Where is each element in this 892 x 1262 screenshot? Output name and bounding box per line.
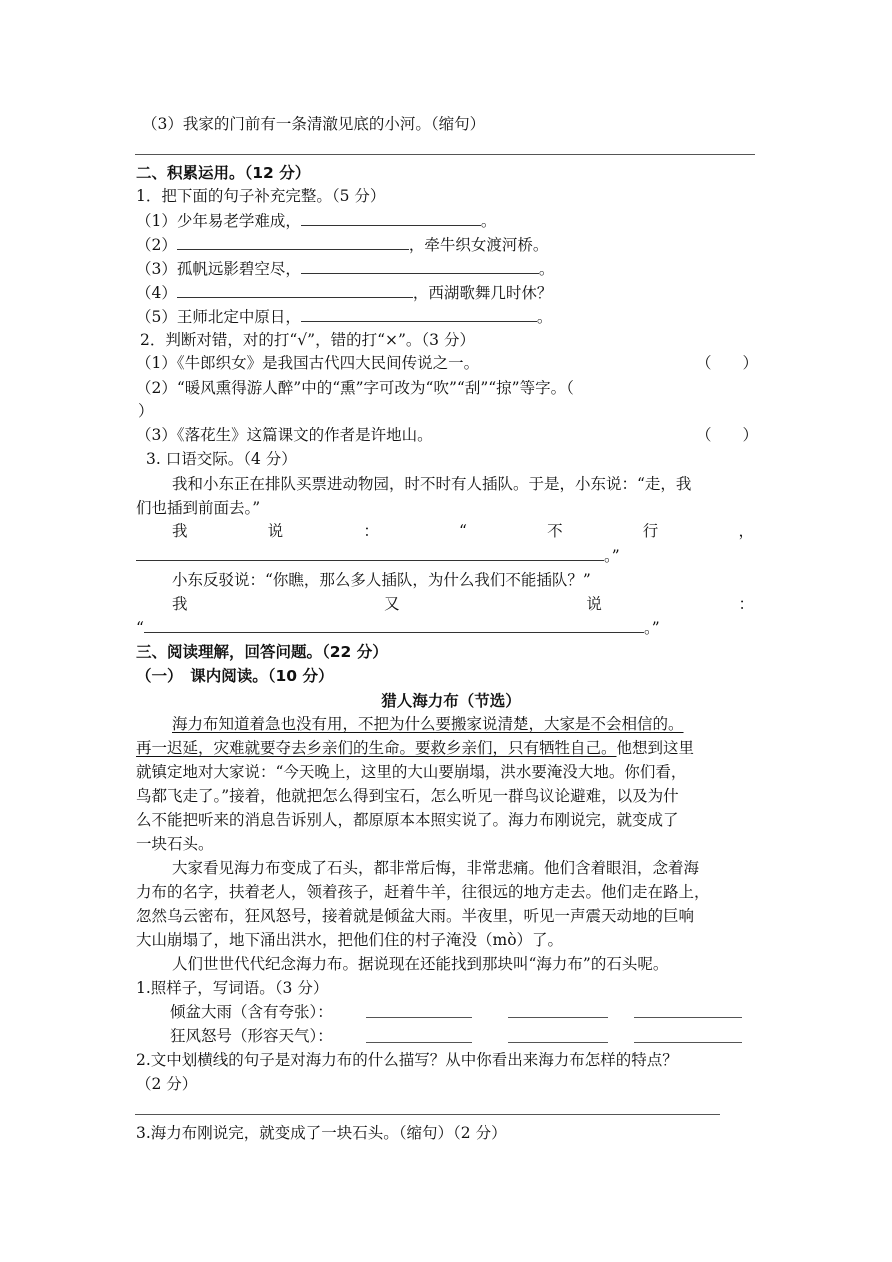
question-3-condense: （3）我家的门前有一条清澈见底的小河。（缩句） — [142, 115, 486, 133]
dialog-para-1: 我和小东正在排队买票进动物园，时不时有人插队。于是，小东说：“走，我 — [172, 475, 692, 493]
s2-q2-title: 2．判断对错，对的打“√”，错的打“×”。（3 分） — [140, 331, 475, 349]
judge-item-2: （2）“暖风熏得游人醉”中的“熏”字可改为“吹”“刮”“掠”等字。（ — [136, 379, 574, 397]
article-line: 大家看见海力布变成了石头，都非常后悔，非常悲痛。他们含着眼泪，念着海 — [172, 859, 700, 877]
s3-q3: 3.海力布刚说完，就变成了一块石头。（缩句）（2 分） — [136, 1124, 507, 1142]
s3-q2-line-2: （2 分） — [136, 1075, 198, 1093]
answer-line[interactable] — [135, 154, 755, 155]
section-3-title: 三、阅读理解，回答问题。（22 分） — [136, 643, 388, 661]
s2-q1-title: 1．把下面的句子补充完整。（5 分） — [136, 187, 386, 205]
judge-answer-3[interactable]: （ ） — [696, 426, 759, 444]
section-3-part-1: （一） 课内阅读。（10 分） — [136, 667, 334, 685]
s2-q3-title: 3. 口语交际。（4 分） — [146, 450, 297, 468]
article-title: 猎人海力布（节选） — [381, 692, 521, 710]
answer-line[interactable] — [135, 1114, 720, 1115]
word-example-b: 狂风怒号（形容天气）： — [170, 1027, 333, 1045]
article-line: 鸟都飞走了。”接着，他就把怎么得到宝石，怎么听见一群鸟议论避难，以及为什 — [136, 787, 679, 805]
article-line: 忽然乌云密布，狂风怒号，接着就是倾盆大雨。半夜里，听见一声震天动地的巨响 — [136, 907, 695, 925]
blank-2[interactable] — [177, 233, 409, 250]
judge-item-3: （3）《落花生》这篇课文的作者是许地山。 — [136, 426, 433, 444]
poem-fill-3: （3）孤帆远影碧空尽， 。 — [136, 257, 892, 280]
blank-3[interactable] — [301, 257, 539, 274]
answer-line[interactable] — [136, 544, 604, 561]
article-line: 人们世世代代纪念海力布。据说现在还能找到那块叫“海力布”的石头呢。 — [172, 955, 669, 973]
dialog-answer-1: 。” — [136, 544, 892, 567]
word-example-a: 倾盆大雨（含有夸张）： — [170, 1003, 333, 1021]
s3-q1-title: 1.照样子，写词语。（3 分） — [136, 979, 329, 997]
answer-line[interactable] — [508, 1042, 608, 1043]
judge-item-1: （1）《牛郎织女》是我国古代四大民间传说之一。 — [136, 354, 480, 372]
dialog-para-3: 小东反驳说：“你瞧，那么多人插队，为什么我们不能插队？” — [172, 571, 591, 589]
article-line: 再一迟延，灾难就要夺去乡亲们的生命。要救乡亲们，只有牺牲自己。他想到这里 — [136, 739, 695, 757]
dialog-say-1: 我 说 ： “ 不 行 ， — [172, 522, 754, 540]
answer-line[interactable] — [366, 1042, 472, 1043]
dialog-para-2: 们也插到前面去。” — [136, 499, 261, 517]
dialog-say-2: 我 又 说 ： — [172, 595, 754, 613]
section-2-title: 二、积累运用。（12 分） — [136, 164, 311, 182]
answer-line[interactable] — [508, 1017, 608, 1018]
article-line: 一块石头。 — [136, 835, 214, 853]
poem-fill-2: （2） ，牵牛织女渡河桥。 — [136, 233, 892, 256]
answer-line[interactable] — [366, 1017, 472, 1018]
article-line: 么不能把听来的消息告诉别人，都原原本本照实说了。海力布刚说完，就变成了 — [136, 811, 679, 829]
answer-line[interactable] — [634, 1017, 742, 1018]
article-line: 海力布知道着急也没有用，不把为什么要搬家说清楚，大家是不会相信的。 — [172, 715, 684, 733]
blank-1[interactable] — [301, 209, 481, 226]
s3-q2-line-1: 2.文中划横线的句子是对海力布的什么描写？从中你看出来海力布怎样的特点？ — [136, 1051, 678, 1069]
article-line: 大山崩塌了，地下涌出洪水，把他们住的村子淹没（mò）了。 — [136, 931, 564, 949]
answer-line[interactable] — [634, 1042, 742, 1043]
blank-5[interactable] — [301, 305, 537, 322]
article-line: 就镇定地对大家说：“今天晚上，这里的大山要崩塌，洪水要淹没大地。你们看， — [136, 763, 687, 781]
poem-fill-5: （5）王师北定中原日， 。 — [136, 305, 892, 328]
blank-4[interactable] — [177, 281, 413, 298]
judge-answer-1[interactable]: （ ） — [696, 354, 759, 372]
article-line: 力布的名字，扶着老人，领着孩子，赶着牛羊，往很远的地方走去。他们走在路上， — [136, 883, 710, 901]
poem-fill-1: （1）少年易老学难成， 。 — [136, 209, 892, 232]
judge-item-2-close: ） — [138, 402, 154, 420]
answer-line[interactable] — [144, 616, 644, 633]
poem-fill-4: （4） ，西湖歌舞几时休？ — [136, 281, 892, 304]
dialog-answer-2: “ 。” — [136, 616, 892, 639]
